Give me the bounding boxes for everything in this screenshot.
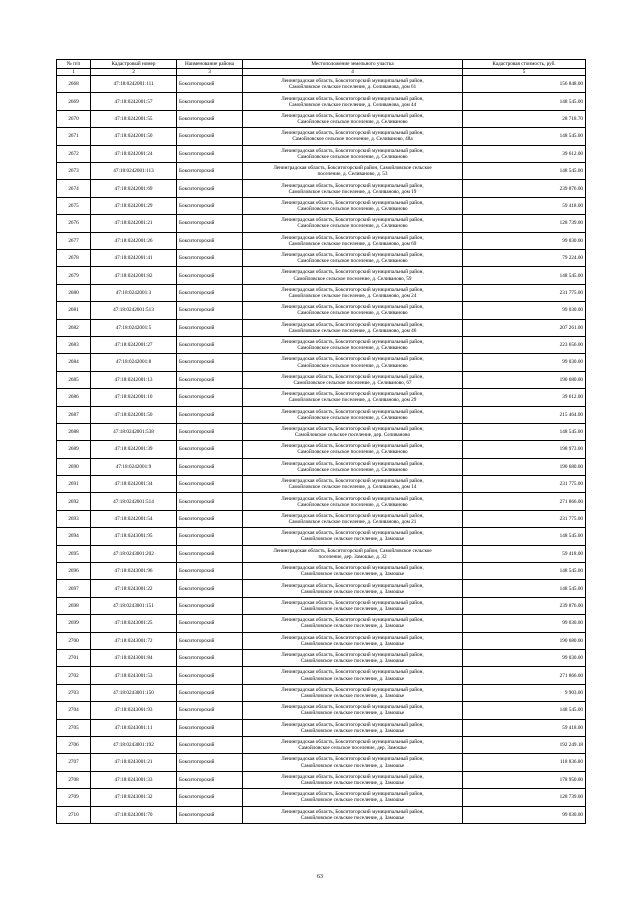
cadastral-number-cell: 47:18:0242001:513 xyxy=(91,302,177,319)
table-row xyxy=(57,632,586,649)
cadastral-value-cell: 148 545.00 xyxy=(463,163,586,180)
table-row xyxy=(57,163,586,180)
district-cell: Бокситогорский xyxy=(177,545,243,562)
cadastral-value-cell: 128 739.00 xyxy=(463,215,586,232)
district-cell: Бокситогорский xyxy=(177,458,243,475)
cadastral-number-cell: 47:18:0242001:514 xyxy=(91,493,177,510)
table-row xyxy=(57,336,586,353)
cadastral-number-cell: 47:18:0242001:111 xyxy=(91,76,177,93)
cadastral-number-cell: 47:18:0242001:57 xyxy=(91,93,177,110)
cadastral-value-cell: 99 030.00 xyxy=(463,615,586,632)
cadastral-value-cell: 178 950.00 xyxy=(463,771,586,788)
cadastral-value-cell: 99 030.00 xyxy=(463,649,586,666)
page-number: 63 xyxy=(317,874,323,880)
table-row xyxy=(57,702,586,719)
cadastral-number-cell: 47:18:0242001:8 xyxy=(91,354,177,371)
district-cell: Бокситогорский xyxy=(177,649,243,666)
row-number-cell: 2694 xyxy=(57,528,91,545)
cadastral-value-cell: 207 261.00 xyxy=(463,319,586,336)
column-number: 1 xyxy=(57,69,91,76)
row-number-cell: 2677 xyxy=(57,232,91,249)
row-number-cell: 2672 xyxy=(57,145,91,162)
district-cell: Бокситогорский xyxy=(177,215,243,232)
cadastral-value-cell: 28 718.70 xyxy=(463,110,586,127)
location-cell: Ленинградская область, Бокситогорский муниципальный район, Самойловское сельское поселение, д. Селиваново xyxy=(243,441,463,458)
cadastral-value-cell: 192 249.18 xyxy=(463,736,586,753)
cadastral-number-cell: 47:18:0243001:150 xyxy=(91,684,177,701)
location-cell: Ленинградская область, Бокситогорский муниципальный район, Самойловское сельское поселение, д. Селиваново, дом 21 xyxy=(243,510,463,527)
row-number-cell: 2706 xyxy=(57,736,91,753)
cadastral-value-cell: 148 545.00 xyxy=(463,580,586,597)
row-number-cell: 2699 xyxy=(57,615,91,632)
table-row xyxy=(57,267,586,284)
table-row xyxy=(57,110,586,127)
row-number-cell: 2698 xyxy=(57,597,91,614)
district-cell: Бокситогорский xyxy=(177,580,243,597)
district-cell: Бокситогорский xyxy=(177,371,243,388)
cadastral-number-cell: 47:18:0243001:25 xyxy=(91,615,177,632)
location-cell: Ленинградская область, Бокситогорский муниципальный район, Самойловское сельское поселение, д. Замошье xyxy=(243,719,463,736)
location-cell: Ленинградская область, Бокситогорский муниципальный район, Самойловское сельское поселение, д. Замошье xyxy=(243,684,463,701)
district-cell: Бокситогорский xyxy=(177,771,243,788)
table-row xyxy=(57,406,586,423)
row-number-cell: 2702 xyxy=(57,667,91,684)
district-cell: Бокситогорский xyxy=(177,423,243,440)
cadastral-number-cell: 47:18:0242001:24 xyxy=(91,145,177,162)
location-cell: Ленинградская область, Бокситогорский муниципальный район, Самойловское сельское поселение, д. Замошье xyxy=(243,806,463,823)
cadastral-value-cell: 59 418.00 xyxy=(463,545,586,562)
row-number-cell: 2679 xyxy=(57,267,91,284)
district-cell: Бокситогорский xyxy=(177,163,243,180)
cadastral-number-cell: 47:18:0243001:53 xyxy=(91,667,177,684)
district-cell: Бокситогорский xyxy=(177,197,243,214)
cadastral-value-cell: 271 866.00 xyxy=(463,493,586,510)
table-header-row xyxy=(57,60,586,69)
row-number-cell: 2700 xyxy=(57,632,91,649)
district-cell: Бокситогорский xyxy=(177,180,243,197)
cadastral-number-cell: 47:18:0242001:27 xyxy=(91,336,177,353)
row-number-cell: 2695 xyxy=(57,545,91,562)
table-row xyxy=(57,545,586,562)
district-cell: Бокситогорский xyxy=(177,319,243,336)
table-row xyxy=(57,493,586,510)
column-number: 5 xyxy=(463,69,586,76)
location-cell: Ленинградская область, Бокситогорский муниципальный район, Самойловское сельское поселение, д. Селиваново, дом 69 xyxy=(243,232,463,249)
location-cell: Ленинградская область, Бокситогорский муниципальный район, Самойловское сельское поселение, д. Селиваново, дом 46 xyxy=(243,319,463,336)
cadastral-number-cell: 47:18:0242001:5 xyxy=(91,319,177,336)
cadastral-value-cell: 118 836.00 xyxy=(463,754,586,771)
table-row xyxy=(57,93,586,110)
table-row xyxy=(57,197,586,214)
table-row xyxy=(57,145,586,162)
row-number-cell: 2691 xyxy=(57,476,91,493)
cadastral-number-cell: 47:18:0242001:538 xyxy=(91,423,177,440)
cadastral-value-cell: 215 464.00 xyxy=(463,406,586,423)
cadastral-number-cell: 47:18:0242001:50 xyxy=(91,128,177,145)
table-row xyxy=(57,580,586,597)
table-row xyxy=(57,441,586,458)
cadastral-number-cell: 47:18:0243001:11 xyxy=(91,719,177,736)
cadastral-value-cell: 9 903.00 xyxy=(463,684,586,701)
row-number-cell: 2686 xyxy=(57,389,91,406)
location-cell: Ленинградская область, Бокситогорский муниципальный район, Самойловское сельское поселение, д. Замошье xyxy=(243,528,463,545)
cadastral-value-cell: 59 418.00 xyxy=(463,719,586,736)
district-cell: Бокситогорский xyxy=(177,736,243,753)
cadastral-value-cell: 148 545.00 xyxy=(463,423,586,440)
table-row xyxy=(57,319,586,336)
row-number-cell: 2705 xyxy=(57,719,91,736)
cadastral-number-cell: 47:18:0242001:10 xyxy=(91,389,177,406)
district-cell: Бокситогорский xyxy=(177,702,243,719)
cadastral-number-cell: 47:18:0242001:13 xyxy=(91,371,177,388)
district-cell: Бокситогорский xyxy=(177,563,243,580)
row-number-cell: 2668 xyxy=(57,76,91,93)
header-cadastral-number: Кадастровый номер xyxy=(91,60,177,69)
cadastral-number-cell: 47:18:0242001:29 xyxy=(91,197,177,214)
cadastral-table xyxy=(56,59,586,824)
cadastral-value-cell: 198 973.00 xyxy=(463,441,586,458)
district-cell: Бокситогорский xyxy=(177,267,243,284)
location-cell: Ленинградская область, Бокситогорский район, Самойловское сельское поселение, дер. Замошье, д. 32 xyxy=(243,545,463,562)
table-row xyxy=(57,232,586,249)
location-cell: Ленинградская область, Бокситогорский муниципальный район, Самойловское сельское поселение, дер. Селиваново xyxy=(243,423,463,440)
location-cell: Ленинградская область, Бокситогорский муниципальный район, Самойловское сельское поселение, д. Замошье xyxy=(243,632,463,649)
row-number-cell: 2685 xyxy=(57,371,91,388)
cadastral-value-cell: 148 545.00 xyxy=(463,528,586,545)
table-row xyxy=(57,354,586,371)
cadastral-number-cell: 47:18:0243001:32 xyxy=(91,789,177,806)
district-cell: Бокситогорский xyxy=(177,354,243,371)
location-cell: Ленинградская область, Бокситогорский муниципальный район, Самойловское сельское поселение, д. Селиваново, дом 29 xyxy=(243,389,463,406)
row-number-cell: 2710 xyxy=(57,806,91,823)
table-row xyxy=(57,458,586,475)
cadastral-number-cell: 47:18:0243001:93 xyxy=(91,702,177,719)
table-row xyxy=(57,302,586,319)
location-cell: Ленинградская область, Бокситогорский муниципальный район, Самойловское сельское поселение, д. Замошье xyxy=(243,771,463,788)
cadastral-value-cell: 148 545.00 xyxy=(463,93,586,110)
row-number-cell: 2674 xyxy=(57,180,91,197)
table-row xyxy=(57,684,586,701)
table-row xyxy=(57,510,586,527)
cadastral-number-cell: 47:18:0243001:22 xyxy=(91,580,177,597)
district-cell: Бокситогорский xyxy=(177,76,243,93)
table-row xyxy=(57,389,586,406)
district-cell: Бокситогорский xyxy=(177,389,243,406)
row-number-cell: 2690 xyxy=(57,458,91,475)
table-row xyxy=(57,667,586,684)
location-cell: Ленинградская область, Бокситогорский муниципальный район, Самойловское сельское поселение, д. Селиваново xyxy=(243,215,463,232)
row-number-cell: 2693 xyxy=(57,510,91,527)
row-number-cell: 2687 xyxy=(57,406,91,423)
cadastral-value-cell: 156 848.00 xyxy=(463,76,586,93)
location-cell: Ленинградская область, Бокситогорский муниципальный район, Самойловское сельское поселение, д. Селиваново, 59 xyxy=(243,267,463,284)
location-cell: Ленинградская область, Бокситогорский муниципальный район, Самойловское сельское поселение, д. Селиваново xyxy=(243,250,463,267)
location-cell: Ленинградская область, Бокситогорский муниципальный район, Самойловское сельское поселение, д. Селиваново, дом 14 xyxy=(243,476,463,493)
table-row xyxy=(57,250,586,267)
cadastral-value-cell: 148 545.00 xyxy=(463,563,586,580)
table-row xyxy=(57,528,586,545)
cadastral-value-cell: 79 224.00 xyxy=(463,250,586,267)
district-cell: Бокситогорский xyxy=(177,406,243,423)
district-cell: Бокситогорский xyxy=(177,667,243,684)
row-number-cell: 2675 xyxy=(57,197,91,214)
table-row xyxy=(57,563,586,580)
row-number-cell: 2707 xyxy=(57,754,91,771)
header-cadastral-value: Кадастровая стоимость, руб. xyxy=(463,60,586,69)
location-cell: Ленинградская область, Бокситогорский муниципальный район, Самойловское сельское поселение, д. Замошье xyxy=(243,754,463,771)
cadastral-number-cell: 47:18:0242001:55 xyxy=(91,110,177,127)
district-cell: Бокситогорский xyxy=(177,250,243,267)
location-cell: Ленинградская область, Бокситогорский муниципальный район, Самойловское сельское поселение, д. Селиваново, дом 24 xyxy=(243,284,463,301)
table-row xyxy=(57,476,586,493)
row-number-cell: 2681 xyxy=(57,302,91,319)
table-row xyxy=(57,719,586,736)
district-cell: Бокситогорский xyxy=(177,145,243,162)
cadastral-value-cell: 190 680.00 xyxy=(463,371,586,388)
row-number-cell: 2709 xyxy=(57,789,91,806)
district-cell: Бокситогорский xyxy=(177,336,243,353)
cadastral-number-cell: 47:18:0242001:82 xyxy=(91,267,177,284)
table-column-number-row xyxy=(57,69,586,76)
cadastral-value-cell: 223 656.00 xyxy=(463,336,586,353)
table-row xyxy=(57,180,586,197)
location-cell: Ленинградская область, Бокситогорский муниципальный район, Самойловское сельское поселение, д. Замошье xyxy=(243,615,463,632)
table-row xyxy=(57,649,586,666)
table-row xyxy=(57,128,586,145)
row-number-cell: 2703 xyxy=(57,684,91,701)
table-row xyxy=(57,597,586,614)
district-cell: Бокситогорский xyxy=(177,528,243,545)
table-row xyxy=(57,771,586,788)
district-cell: Бокситогорский xyxy=(177,128,243,145)
district-cell: Бокситогорский xyxy=(177,615,243,632)
location-cell: Ленинградская область, Бокситогорский муниципальный район, Самойловское сельское поселение, д. Замошье xyxy=(243,702,463,719)
district-cell: Бокситогорский xyxy=(177,510,243,527)
location-cell: Ленинградская область, Бокситогорский муниципальный район, Самойловское сельское поселение, д. Селиваново xyxy=(243,406,463,423)
cadastral-number-cell: 47:18:0243001:192 xyxy=(91,736,177,753)
row-number-cell: 2670 xyxy=(57,110,91,127)
cadastral-value-cell: 99 030.00 xyxy=(463,806,586,823)
cadastral-number-cell: 47:18:0243001:95 xyxy=(91,528,177,545)
cadastral-value-cell: 128 739.00 xyxy=(463,789,586,806)
district-cell: Бокситогорский xyxy=(177,93,243,110)
cadastral-value-cell: 148 545.00 xyxy=(463,267,586,284)
table-row xyxy=(57,789,586,806)
cadastral-value-cell: 99 030.00 xyxy=(463,232,586,249)
district-cell: Бокситогорский xyxy=(177,232,243,249)
row-number-cell: 2669 xyxy=(57,93,91,110)
district-cell: Бокситогорский xyxy=(177,719,243,736)
location-cell: Ленинградская область, Бокситогорский муниципальный район, Самойловское сельское поселение, д. Селиваново, 48а xyxy=(243,128,463,145)
cadastral-number-cell: 47:18:0243001:70 xyxy=(91,806,177,823)
row-number-cell: 2678 xyxy=(57,250,91,267)
row-number-cell: 2676 xyxy=(57,215,91,232)
cadastral-value-cell: 271 866.00 xyxy=(463,667,586,684)
cadastral-number-cell: 47:18:0243001:96 xyxy=(91,563,177,580)
table-body xyxy=(57,76,586,824)
location-cell: Ленинградская область, Бокситогорский муниципальный район, Самойловское сельское поселение, д. Замошье xyxy=(243,789,463,806)
cadastral-value-cell: 239 876.00 xyxy=(463,180,586,197)
cadastral-value-cell: 231 775.00 xyxy=(463,284,586,301)
location-cell: Ленинградская область, Бокситогорский муниципальный район, Самойловское сельское поселение, д. Селиваново xyxy=(243,302,463,319)
cadastral-number-cell: 47:18:0242001:3 xyxy=(91,284,177,301)
location-cell: Ленинградская область, Бокситогорский муниципальный район, Самойловское сельское поселение, д. Замошье xyxy=(243,667,463,684)
header-row-number: № п/п xyxy=(57,60,91,69)
row-number-cell: 2680 xyxy=(57,284,91,301)
column-number: 3 xyxy=(177,69,243,76)
cadastral-number-cell: 47:18:0242001:26 xyxy=(91,232,177,249)
table-row xyxy=(57,754,586,771)
location-cell: Ленинградская область, Бокситогорский муниципальный район, Самойловское сельское поселение, д. Селиваново xyxy=(243,354,463,371)
district-cell: Бокситогорский xyxy=(177,632,243,649)
table-row xyxy=(57,423,586,440)
row-number-cell: 2683 xyxy=(57,336,91,353)
location-cell: Ленинградская область, Бокситогорский муниципальный район, Самойловское сельское поселение, д. Замошье xyxy=(243,597,463,614)
location-cell: Ленинградская область, Бокситогорский муниципальный район, Самойловское сельское поселение, дер. Замошье xyxy=(243,736,463,753)
location-cell: Ленинградская область, Бокситогорский муниципальный район, Самойловское сельское поселение, д. Селиваново xyxy=(243,145,463,162)
cadastral-value-cell: 39 612.00 xyxy=(463,145,586,162)
cadastral-value-cell: 239 876.00 xyxy=(463,597,586,614)
cadastral-value-cell: 231 775.00 xyxy=(463,510,586,527)
row-number-cell: 2701 xyxy=(57,649,91,666)
district-cell: Бокситогорский xyxy=(177,684,243,701)
header-location: Местоположение земельного участка xyxy=(243,60,463,69)
table-row xyxy=(57,371,586,388)
header-district-name: Наименование района xyxy=(177,60,243,69)
cadastral-number-cell: 47:18:0243001:84 xyxy=(91,649,177,666)
location-cell: Ленинградская область, Бокситогорский муниципальный район, Самойловское сельское поселение, д. Замошье xyxy=(243,563,463,580)
district-cell: Бокситогорский xyxy=(177,754,243,771)
cadastral-value-cell: 190 680.00 xyxy=(463,632,586,649)
cadastral-number-cell: 47:18:0243001:72 xyxy=(91,632,177,649)
table-row xyxy=(57,615,586,632)
cadastral-number-cell: 47:18:0242001:50 xyxy=(91,406,177,423)
location-cell: Ленинградская область, Бокситогорский район, Самойловское сельское поселение, д. Селиваново, д. 53 xyxy=(243,163,463,180)
cadastral-number-cell: 47:18:0242001:21 xyxy=(91,215,177,232)
district-cell: Бокситогорский xyxy=(177,597,243,614)
district-cell: Бокситогорский xyxy=(177,789,243,806)
cadastral-value-cell: 39 612.00 xyxy=(463,389,586,406)
row-number-cell: 2696 xyxy=(57,563,91,580)
cadastral-number-cell: 47:18:0242001:34 xyxy=(91,476,177,493)
district-cell: Бокситогорский xyxy=(177,302,243,319)
cadastral-number-cell: 47:18:0243001:21 xyxy=(91,754,177,771)
location-cell: Ленинградская область, Бокситогорский муниципальный район, Самойловское сельское поселение, д. Селиваново xyxy=(243,197,463,214)
column-number: 2 xyxy=(91,69,177,76)
cadastral-value-cell: 99 030.00 xyxy=(463,354,586,371)
cadastral-value-cell: 148 545.00 xyxy=(463,128,586,145)
cadastral-number-cell: 47:18:0243001:202 xyxy=(91,545,177,562)
cadastral-number-cell: 47:18:0242001:54 xyxy=(91,510,177,527)
location-cell: Ленинградская область, Бокситогорский муниципальный район, Самойловское сельское поселение, д. Селиваново xyxy=(243,336,463,353)
table-row xyxy=(57,736,586,753)
table-row xyxy=(57,76,586,93)
row-number-cell: 2671 xyxy=(57,128,91,145)
location-cell: Ленинградская область, Бокситогорский муниципальный район, Самойловское сельское поселение, д. Селиваново xyxy=(243,493,463,510)
cadastral-value-cell: 148 545.00 xyxy=(463,702,586,719)
column-number: 4 xyxy=(243,69,463,76)
row-number-cell: 2692 xyxy=(57,493,91,510)
location-cell: Ленинградская область, Бокситогорский муниципальный район, Самойловское сельское поселение, д. Селиваново, дом 19 xyxy=(243,180,463,197)
row-number-cell: 2682 xyxy=(57,319,91,336)
row-number-cell: 2689 xyxy=(57,441,91,458)
district-cell: Бокситогорский xyxy=(177,806,243,823)
cadastral-value-cell: 59 418.00 xyxy=(463,197,586,214)
district-cell: Бокситогорский xyxy=(177,476,243,493)
location-cell: Ленинградская область, Бокситогорский муниципальный район, Самойловское сельское поселение, д. Селиваново xyxy=(243,110,463,127)
location-cell: Ленинградская область, Бокситогорский муниципальный район, Самойловское сельское поселение, д. Замошье xyxy=(243,649,463,666)
row-number-cell: 2708 xyxy=(57,771,91,788)
district-cell: Бокситогорский xyxy=(177,284,243,301)
row-number-cell: 2673 xyxy=(57,163,91,180)
cadastral-number-cell: 47:18:0242001:113 xyxy=(91,163,177,180)
location-cell: Ленинградская область, Бокситогорский муниципальный район, Самойловское сельское поселение, д. Селиваново, 67 xyxy=(243,371,463,388)
table-row xyxy=(57,806,586,823)
cadastral-value-cell: 231 775.00 xyxy=(463,476,586,493)
cadastral-number-cell: 47:18:0242001:41 xyxy=(91,250,177,267)
cadastral-number-cell: 47:18:0242001:9 xyxy=(91,458,177,475)
district-cell: Бокситогорский xyxy=(177,110,243,127)
cadastral-value-cell: 99 030.00 xyxy=(463,302,586,319)
row-number-cell: 2684 xyxy=(57,354,91,371)
cadastral-number-cell: 47:18:0243001:33 xyxy=(91,771,177,788)
row-number-cell: 2688 xyxy=(57,423,91,440)
row-number-cell: 2697 xyxy=(57,580,91,597)
table-row xyxy=(57,284,586,301)
cadastral-number-cell: 47:18:0242001:39 xyxy=(91,441,177,458)
cadastral-number-cell: 47:18:0242001:69 xyxy=(91,180,177,197)
row-number-cell: 2704 xyxy=(57,702,91,719)
cadastral-number-cell: 47:18:0243001:151 xyxy=(91,597,177,614)
cadastral-value-cell: 190 680.00 xyxy=(463,458,586,475)
location-cell: Ленинградская область, Бокситогорский муниципальный район, Самойловское сельское поселение, д. Селиванова, дом 61 xyxy=(243,76,463,93)
table-row xyxy=(57,215,586,232)
location-cell: Ленинградская область, Бокситогорский муниципальный район, Самойловское сельское поселение, д. Замошье xyxy=(243,580,463,597)
location-cell: Ленинградская область, Бокситогорский муниципальный район, Самойловское сельское поселение, д. Селиваново xyxy=(243,458,463,475)
district-cell: Бокситогорский xyxy=(177,493,243,510)
location-cell: Ленинградская область, Бокситогорский муниципальный район, Самойловское сельское поселение, д. Селиванова, дом 44 xyxy=(243,93,463,110)
district-cell: Бокситогорский xyxy=(177,441,243,458)
